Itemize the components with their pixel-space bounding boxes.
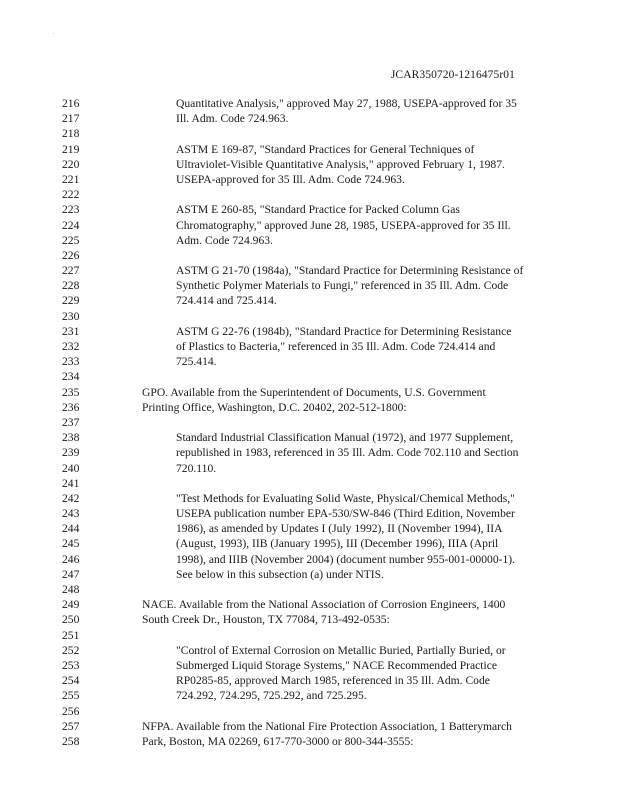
line-number: 236 [62,400,80,414]
document-line [0,415,619,430]
line-number: 221 [62,172,80,186]
document-line [0,597,619,612]
document-line [0,233,619,248]
line-number: 226 [62,248,80,262]
line-text: South Creek Dr., Houston, TX 77084, 713-492-0535: [142,613,390,627]
document-line [0,491,619,506]
line-text: 1986), as amended by Updates I (July 1992), II (November 1994), IIA [176,522,503,536]
line-number: 256 [62,704,80,718]
line-text: ASTM G 22-76 (1984b), "Standard Practice for Determining Resistance [176,324,512,338]
line-text: Printing Office, Washington, D.C. 20402, 202-512-1800: [142,400,407,414]
line-number: 222 [62,188,80,202]
line-text: Adm. Code 724.963. [176,233,273,247]
line-number: 218 [62,127,80,141]
line-text: Quantitative Analysis," approved May 27, 1988, USEPA-approved for 35 [176,97,517,110]
document-line [0,369,619,384]
document-line [0,96,619,111]
line-text: USEPA publication number EPA-530/SW-846 (Third Edition, November [176,507,515,521]
document-line [0,385,619,400]
document-line [0,506,619,521]
line-text: 1998), and IIIB (November 2004) (document number 955-001-00000-1). [176,552,516,566]
document-line [0,309,619,324]
line-text: "Control of External Corrosion on Metallic Buried, Partially Buried, or [176,643,506,657]
line-number: 220 [62,157,80,171]
document-line [0,628,619,643]
line-text: GPO. Available from the Superintendent of Documents, U.S. Government [142,385,486,399]
document-line [0,521,619,536]
line-text: ASTM E 260-85, "Standard Practice for Packed Column Gas [176,203,460,217]
line-text: See below in this subsection (a) under NTIS. [176,567,385,581]
line-text: ASTM E 169-87, "Standard Practices for General Techniques of [176,142,475,156]
line-number: 216 [62,97,80,110]
document-line [0,111,619,126]
document-line [0,126,619,141]
document-line [0,202,619,217]
line-number: 253 [62,658,80,672]
line-number: 249 [62,598,80,612]
document-line [0,552,619,567]
line-text: 725.414. [176,355,217,369]
document-line [0,673,619,688]
line-number: 251 [62,628,80,642]
document-line [0,461,619,476]
line-text: Submerged Liquid Storage Systems," NACE Recommended Practice [176,658,498,672]
document-line [0,430,619,445]
line-number: 252 [62,643,80,657]
document-line [0,582,619,597]
line-text: "Test Methods for Evaluating Solid Waste, Physical/Chemical Methods," [176,491,515,505]
document-line [0,218,619,233]
line-text: republished in 1983, referenced in 35 Ill. Adm. Code 702.110 and Section [176,446,519,460]
line-text: NACE. Available from the National Association of Corrosion Engineers, 1400 [142,598,506,612]
document-line [0,248,619,263]
line-number: 233 [62,355,80,369]
line-number: 254 [62,674,80,688]
line-text: 724.414 and 725.414. [176,294,277,308]
line-text: 720.110. [176,461,217,475]
document-line [0,142,619,157]
line-number: 242 [62,491,80,505]
document-line [0,187,619,202]
scan-mark: . [53,30,55,36]
document-line [0,643,619,658]
line-number: 225 [62,233,80,247]
line-number: 224 [62,218,80,232]
document-line [0,263,619,278]
line-text: Park, Boston, MA 02269, 617-770-3000 or 800-344-3555: [142,734,414,748]
line-number: 248 [62,583,80,596]
line-text: Ill. Adm. Code 724.963. [176,112,289,126]
line-text: (August, 1993), IIB (January 1995), III (December 1996), IIIA (April [176,537,499,551]
document-line [0,400,619,415]
line-text: ASTM G 21-70 (1984a), "Standard Practice for Determining Resistance of [176,264,524,278]
line-text: Chromatography," approved June 28, 1985, USEPA-approved for 35 Ill. [176,218,511,232]
line-number: 247 [62,567,80,581]
document-line [0,536,619,551]
line-number: 245 [62,537,80,551]
line-number: 235 [62,385,80,399]
document-line [0,324,619,339]
line-number: 240 [62,461,80,475]
line-number: 255 [62,689,80,703]
line-number: 227 [62,264,80,278]
line-number: 229 [62,294,80,308]
document-line [0,293,619,308]
line-number: 244 [62,522,80,536]
document-id: JCAR350720-1216475r01 [390,69,515,81]
document-line [0,567,619,582]
line-number: 243 [62,507,80,521]
line-number: 223 [62,203,80,217]
line-text: of Plastics to Bacteria," referenced in 35 Ill. Adm. Code 724.414 and [176,340,496,353]
line-number: 217 [62,112,80,126]
line-number: 246 [62,552,80,566]
document-line [0,445,619,460]
line-number: 258 [62,734,80,748]
line-number: 231 [62,324,80,338]
line-number: 239 [62,446,80,460]
line-number: 257 [62,719,80,733]
document-line [0,658,619,673]
numbered-lines [0,96,619,749]
line-number: 232 [62,340,80,353]
line-text: Ultraviolet-Visible Quantitative Analysis," approved February 1, 1987. [176,157,505,171]
line-text: 724.292, 724.295, 725.292, and 725.295. [176,689,367,703]
document-line [0,172,619,187]
line-number: 241 [62,476,80,490]
document-line [0,612,619,627]
document-line [0,734,619,749]
line-text: Standard Industrial Classification Manual (1972), and 1977 Supplement, [176,431,514,445]
document-line [0,704,619,719]
line-number: 228 [62,279,80,293]
line-number: 237 [62,415,80,429]
line-number: 250 [62,613,80,627]
document-line [0,476,619,491]
document-line [0,719,619,734]
line-text: RP0285-85, approved March 1985, referenced in 35 Ill. Adm. Code [176,674,490,688]
line-number: 238 [62,431,80,445]
line-number: 234 [62,370,80,384]
document-line [0,278,619,293]
line-text: Synthetic Polymer Materials to Fungi," referenced in 35 Ill. Adm. Code [176,279,509,293]
document-line [0,157,619,172]
document-line [0,354,619,369]
document-line [0,339,619,354]
line-number: 219 [62,142,80,156]
line-text: USEPA-approved for 35 Ill. Adm. Code 724.963. [176,172,405,186]
line-number: 230 [62,309,80,323]
line-text: NFPA. Available from the National Fire Protection Association, 1 Batterymarch [142,719,512,733]
document-line [0,688,619,703]
